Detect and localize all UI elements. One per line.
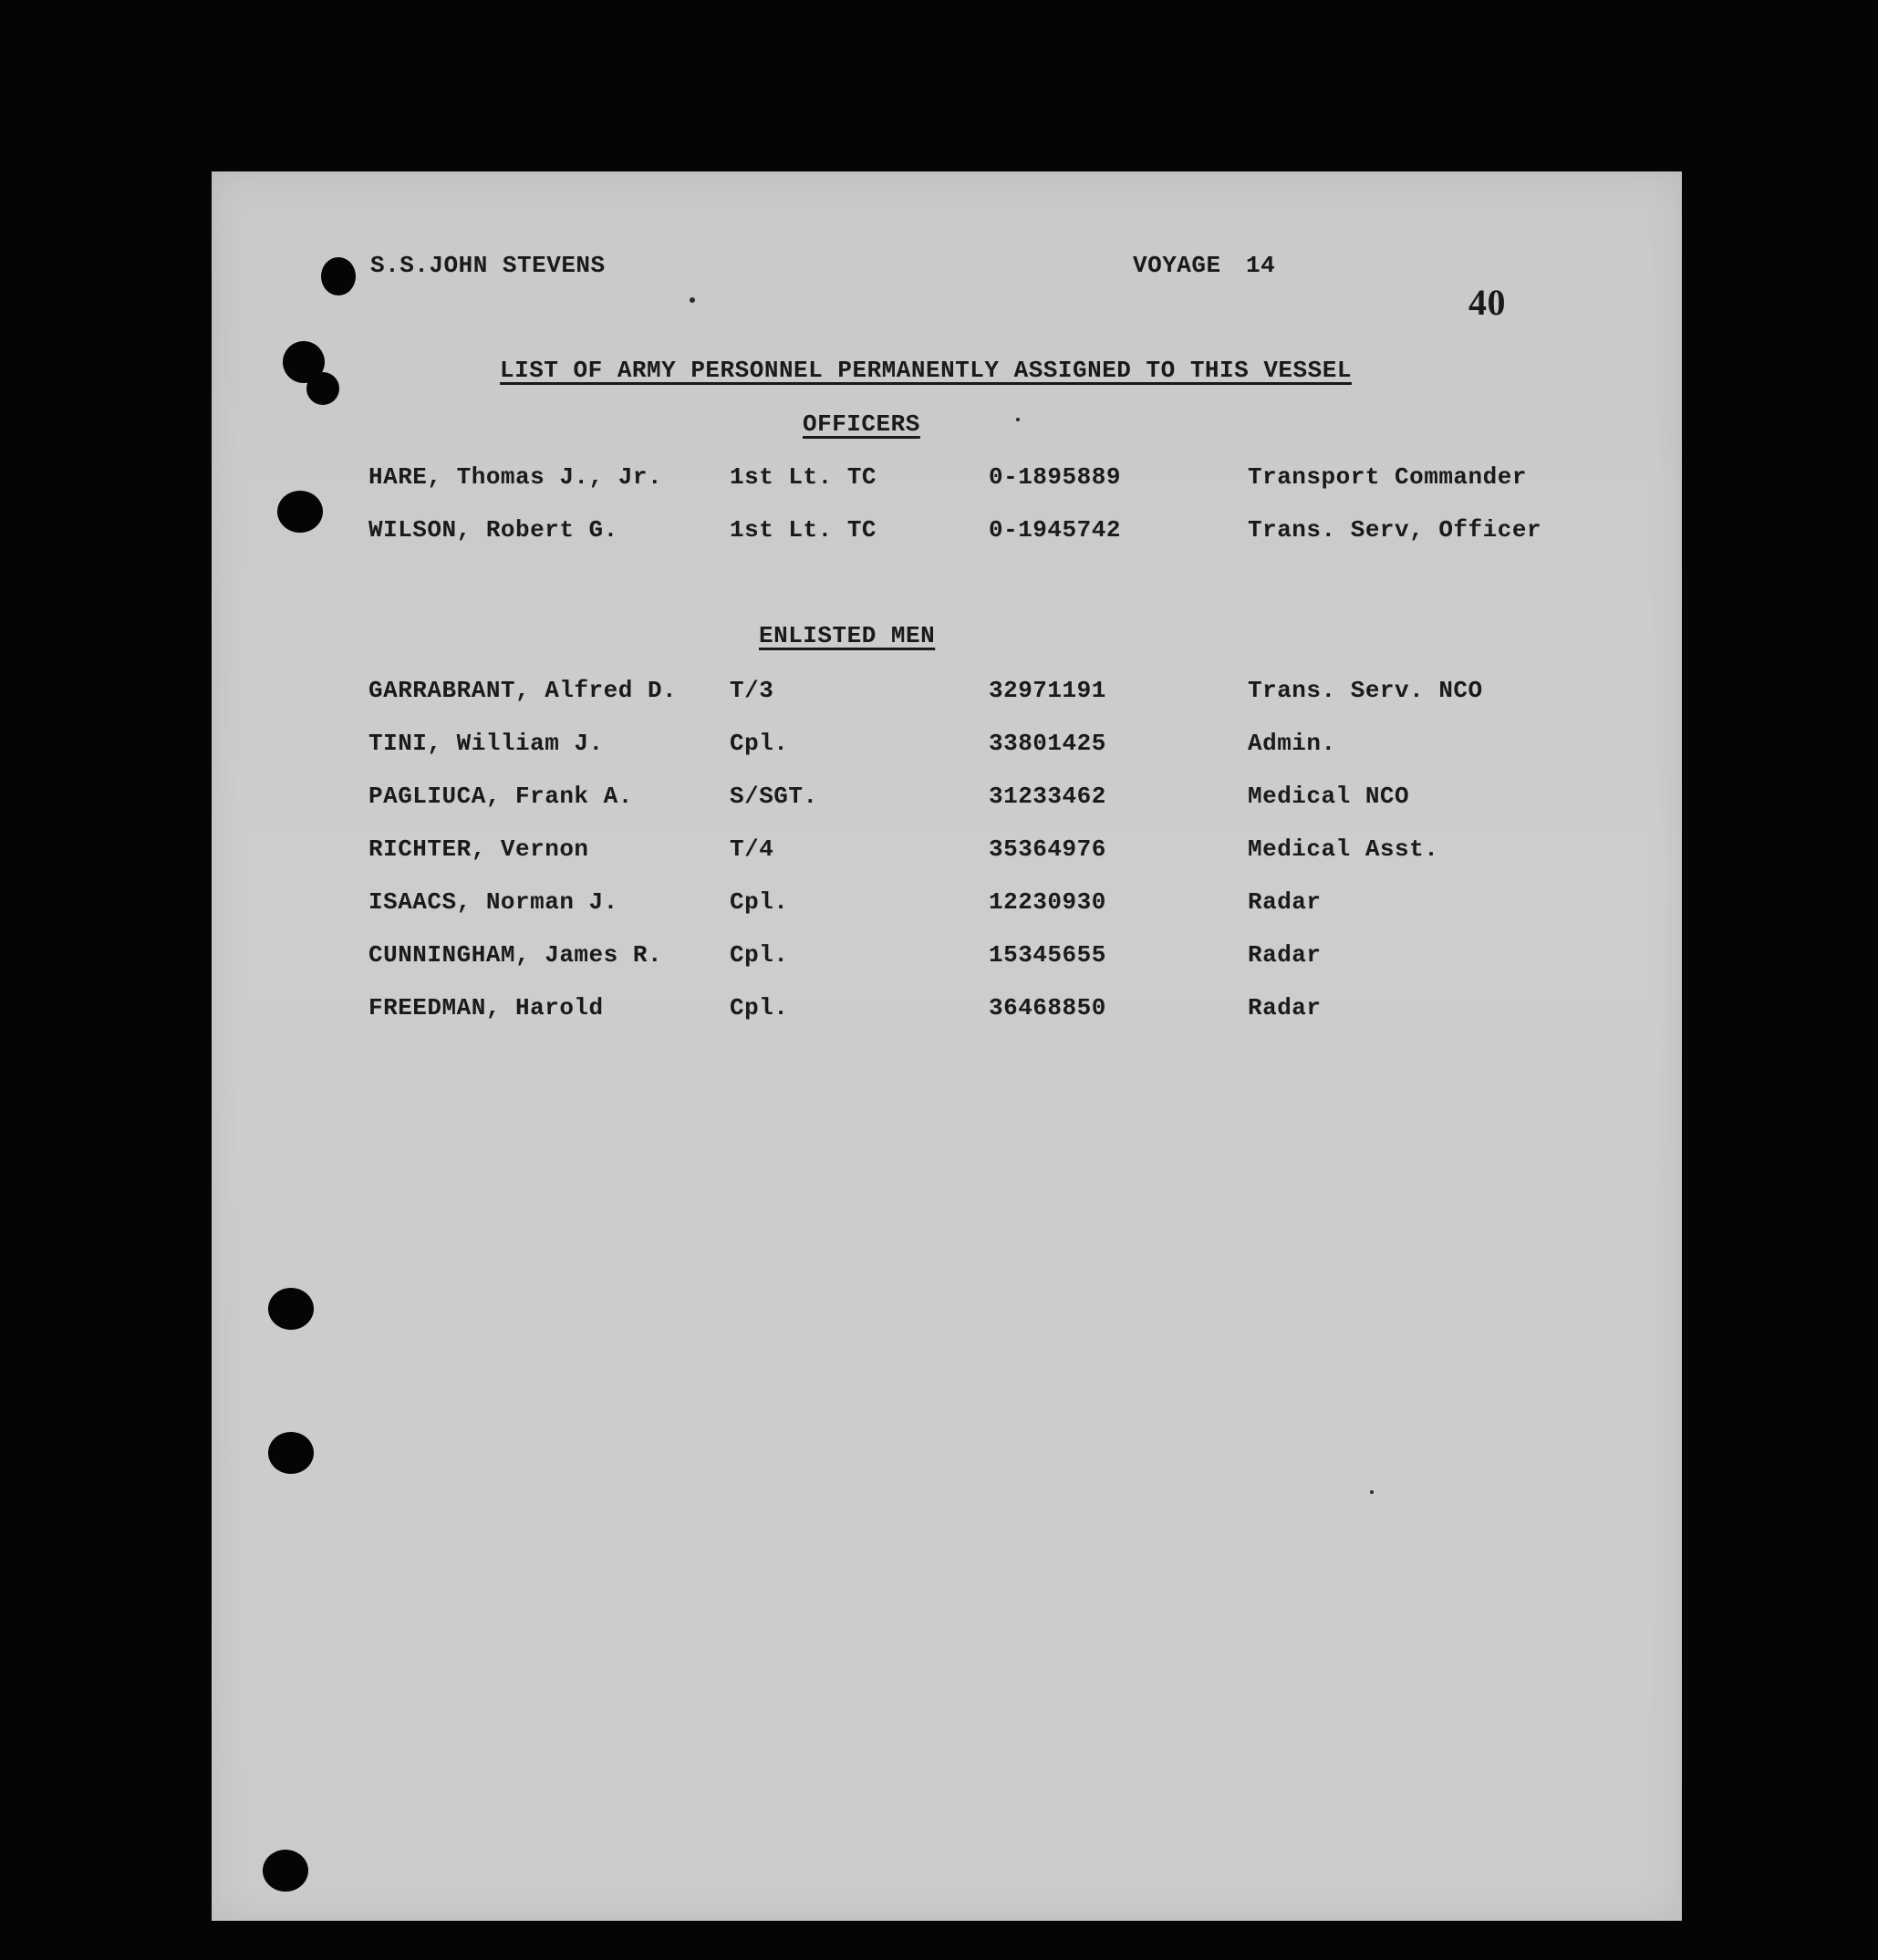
punch-hole: [306, 372, 339, 405]
enlisted-serial: 35364976: [989, 835, 1106, 863]
speck: [690, 297, 695, 303]
enlisted-serial: 15345655: [989, 941, 1106, 969]
table-row: [212, 677, 1682, 713]
enlisted-duty: Admin.: [1248, 730, 1336, 757]
enlisted-name: GARRABRANT, Alfred D.: [368, 677, 678, 704]
officer-duty: Transport Commander: [1248, 463, 1527, 491]
enlisted-name: CUNNINGHAM, James R.: [368, 941, 663, 969]
table-row: [212, 835, 1682, 872]
document-page: [212, 171, 1682, 1921]
enlisted-name: PAGLIUCA, Frank A.: [368, 783, 633, 810]
voyage-number: 14: [1246, 252, 1276, 279]
enlisted-duty: Radar: [1248, 941, 1322, 969]
table-row: [212, 994, 1682, 1031]
officer-serial: 0-1895889: [989, 463, 1121, 491]
enlisted-serial: 12230930: [989, 888, 1106, 916]
enlisted-name: ISAACS, Norman J.: [368, 888, 618, 916]
enlisted-serial: 32971191: [989, 677, 1106, 704]
officer-name: WILSON, Robert G.: [368, 516, 618, 544]
table-row: [212, 730, 1682, 766]
document-title: LIST OF ARMY PERSONNEL PERMANENTLY ASSIGNED TO THIS VESSEL: [500, 357, 1352, 384]
enlisted-rank: Cpl.: [730, 994, 789, 1021]
enlisted-rank: S/SGT.: [730, 783, 818, 810]
page-number: 40: [1468, 282, 1506, 323]
vessel-name: S.S.JOHN STEVENS: [370, 252, 606, 279]
table-row: [212, 463, 1682, 500]
enlisted-duty: Trans. Serv. NCO: [1248, 677, 1483, 704]
enlisted-heading: ENLISTED MEN: [759, 622, 936, 649]
officers-heading: OFFICERS: [803, 410, 920, 438]
punch-hole: [321, 257, 356, 296]
enlisted-rank: Cpl.: [730, 730, 789, 757]
enlisted-duty: Radar: [1248, 994, 1322, 1021]
table-row: [212, 888, 1682, 925]
enlisted-duty: Medical NCO: [1248, 783, 1410, 810]
enlisted-name: RICHTER, Vernon: [368, 835, 589, 863]
enlisted-name: FREEDMAN, Harold: [368, 994, 604, 1021]
officer-rank: 1st Lt. TC: [730, 516, 877, 544]
enlisted-serial: 36468850: [989, 994, 1106, 1021]
officer-name: HARE, Thomas J., Jr.: [368, 463, 663, 491]
punch-hole: [268, 1288, 314, 1330]
table-row: [212, 516, 1682, 553]
officer-rank: 1st Lt. TC: [730, 463, 877, 491]
enlisted-duty: Radar: [1248, 888, 1322, 916]
enlisted-rank: Cpl.: [730, 888, 789, 916]
table-row: [212, 941, 1682, 978]
enlisted-serial: 33801425: [989, 730, 1106, 757]
officer-duty: Trans. Serv, Officer: [1248, 516, 1542, 544]
table-row: [212, 783, 1682, 819]
enlisted-rank: Cpl.: [730, 941, 789, 969]
enlisted-rank: T/3: [730, 677, 774, 704]
punch-hole: [263, 1850, 308, 1892]
enlisted-duty: Medical Asst.: [1248, 835, 1439, 863]
voyage-label: VOYAGE: [1133, 252, 1221, 279]
enlisted-name: TINI, William J.: [368, 730, 604, 757]
officer-serial: 0-1945742: [989, 516, 1121, 544]
enlisted-rank: T/4: [730, 835, 774, 863]
enlisted-serial: 31233462: [989, 783, 1106, 810]
speck: [1370, 1490, 1374, 1494]
punch-hole: [268, 1432, 314, 1474]
speck: [1016, 418, 1020, 421]
